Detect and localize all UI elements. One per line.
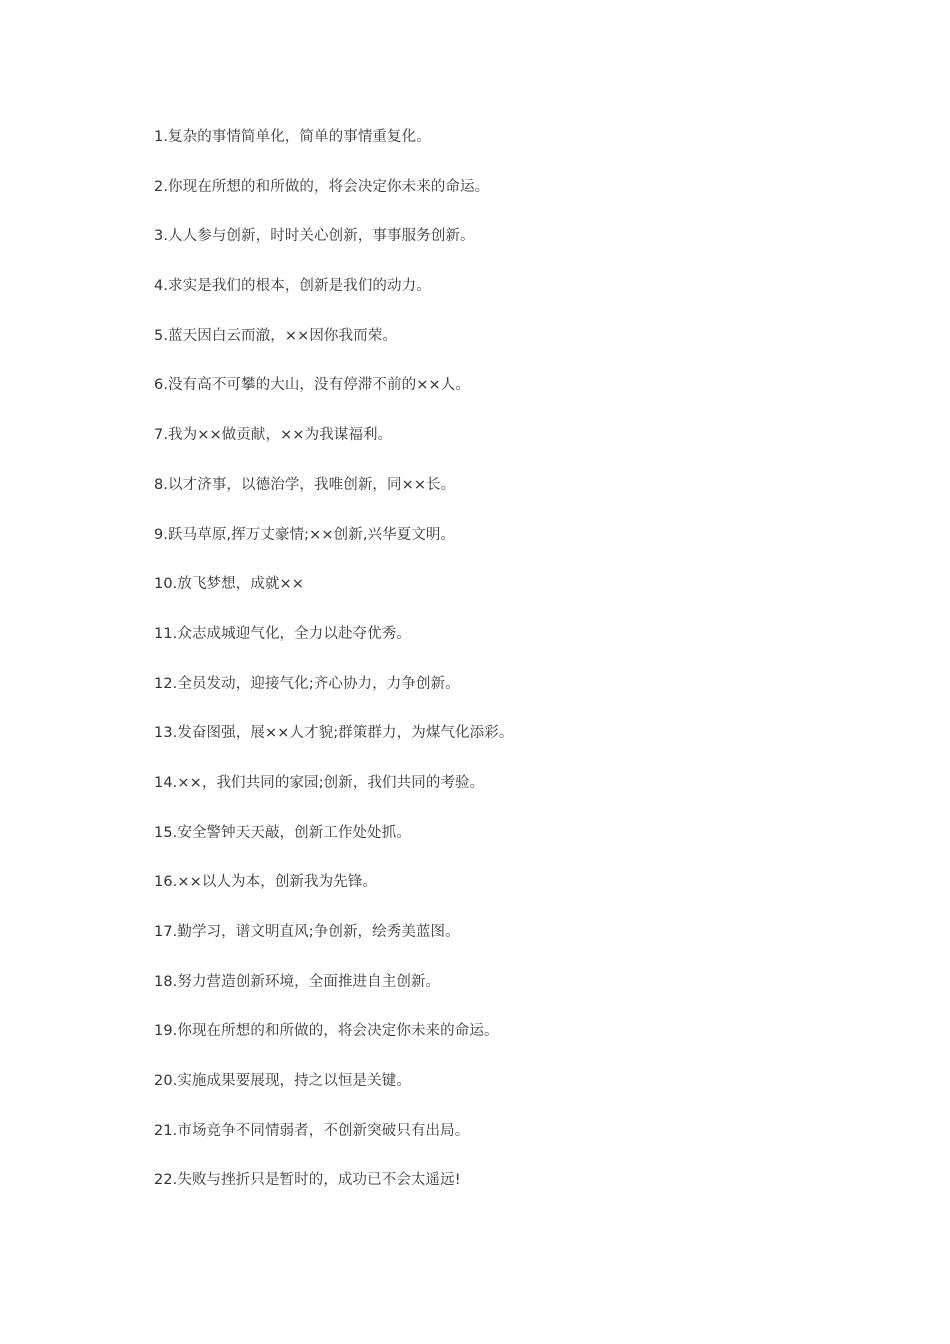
list-item: 1.复杂的事情简单化，简单的事情重复化。 <box>154 129 431 145</box>
list-item: 19.你现在所想的和所做的，将会决定你未来的命运。 <box>154 1023 499 1040</box>
list-item: 16.××以人为本，创新我为先锋。 <box>154 874 378 891</box>
list-item: 5.蓝天因白云而澈，××因你我而荣。 <box>154 327 397 344</box>
list-item: 3.人人参与创新，时时关心创新，事事服务创新。 <box>154 228 475 245</box>
list-item: 9.跃马草原,挥万丈豪情;××创新,兴华夏文明。 <box>154 526 456 543</box>
list-item: 14.××，我们共同的家园;创新，我们共同的考验。 <box>154 774 485 791</box>
list-item: 4.求实是我们的根本，创新是我们的动力。 <box>154 278 431 295</box>
list-item: 8.以才济事，以德治学，我唯创新，同××长。 <box>154 476 456 493</box>
list-item: 11.众志成城迎气化，全力以赴夺优秀。 <box>154 625 411 642</box>
list-item: 20.实施成果要展现，持之以恒是关键。 <box>154 1073 411 1090</box>
list-item: 12.全员发动，迎接气化;齐心协力，力争创新。 <box>154 675 460 692</box>
list-item: 6.没有高不可攀的大山，没有停滞不前的××人。 <box>154 377 470 394</box>
list-item: 17.勤学习，谱文明直风;争创新，绘秀美蓝图。 <box>154 924 460 940</box>
list-item: 22.失败与挫折只是暂时的，成功已不会太遥远! <box>154 1172 461 1189</box>
list-item: 21.市场竞争不同情弱者，不创新突破只有出局。 <box>154 1122 470 1139</box>
slogan-list <box>154 125 834 1218</box>
list-item: 2.你现在所想的和所做的，将会决定你未来的命运。 <box>154 178 490 195</box>
list-item: 10.放飞梦想，成就×× <box>154 576 305 593</box>
list-item: 15.安全警钟天天敲，创新工作处处抓。 <box>154 824 411 841</box>
list-item: 7.我为××做贡献，××为我谋福利。 <box>154 427 393 444</box>
list-item: 18.努力营造创新环境，全面推进自主创新。 <box>154 973 441 990</box>
list-item: 13.发奋图强，展××人才貌;群策群力，为煤气化添彩。 <box>154 725 514 742</box>
